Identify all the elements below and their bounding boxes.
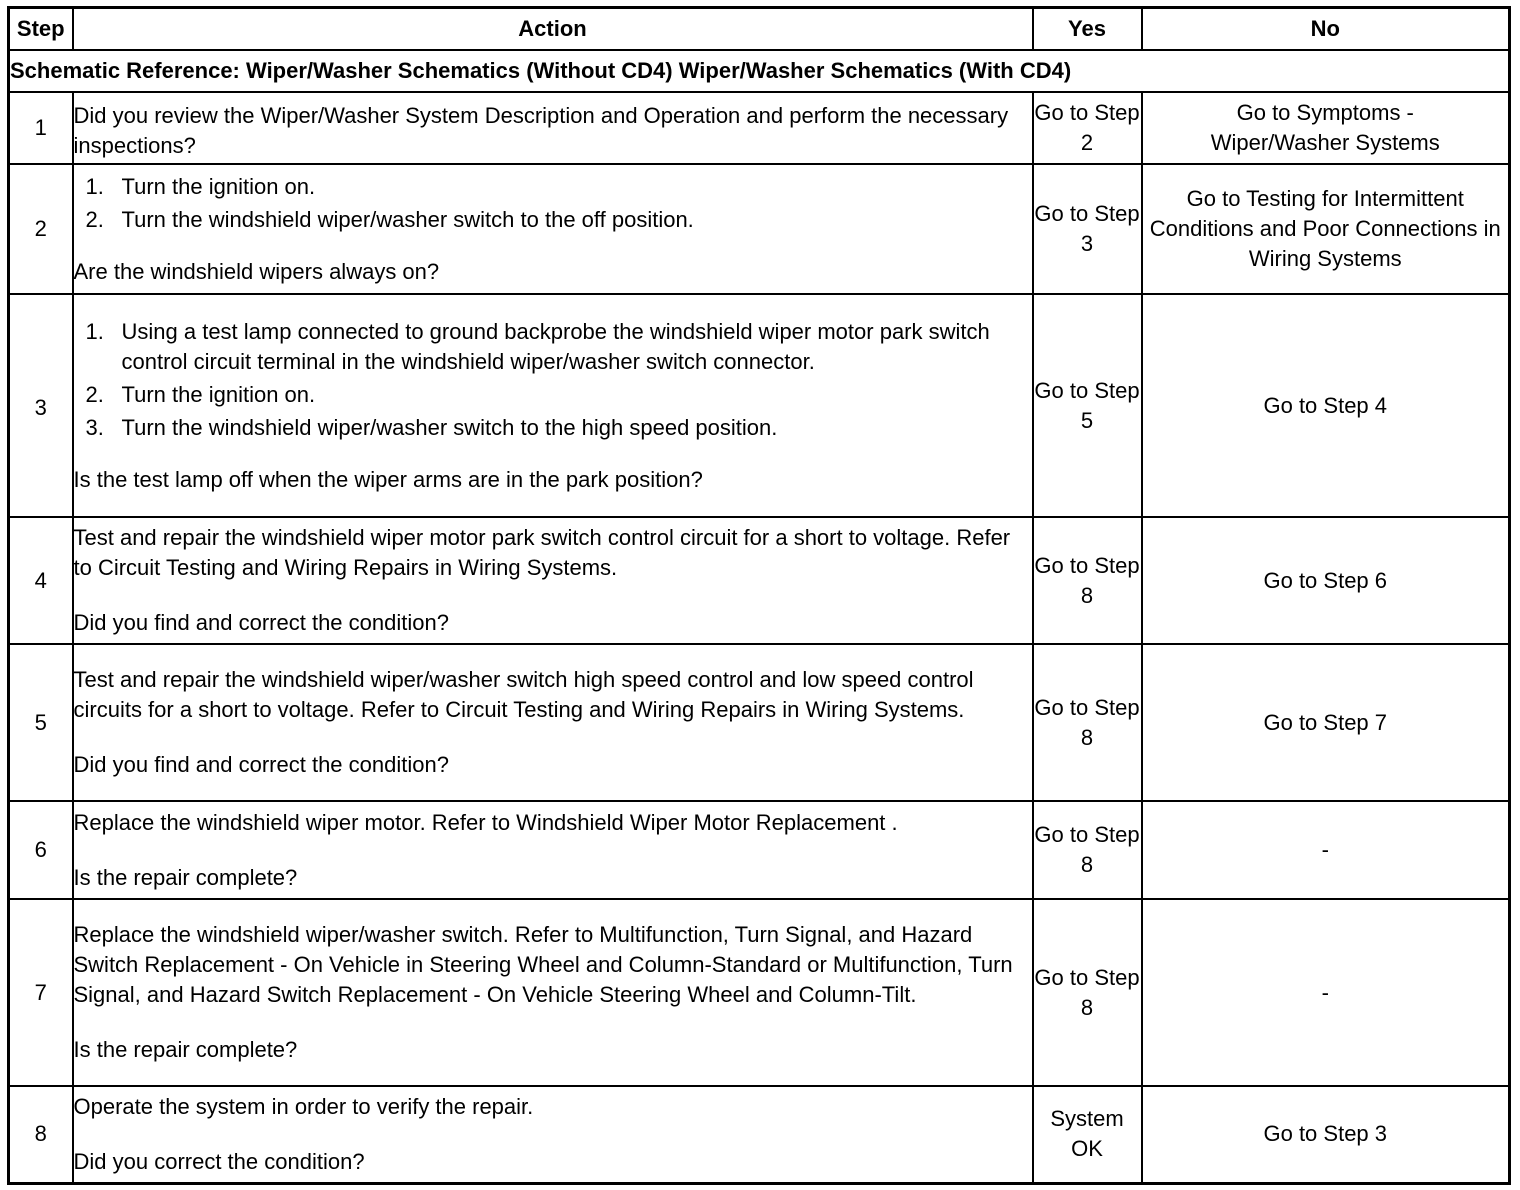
action-steps-list	[74, 172, 1032, 235]
step-number: 1	[9, 92, 73, 164]
action-question: Did you correct the condition?	[73, 1148, 365, 1174]
action-cell	[73, 294, 1033, 517]
table-row	[9, 92, 1510, 164]
action-cell	[73, 517, 1033, 644]
list-item: 1. Using a test lamp connected to ground backprobe the windshield wiper motor park switch control circuit terminal in the windshield wiper/washer switch connector.	[85, 318, 990, 374]
list-item: 2. Turn the windshield wiper/washer switch to the off position.	[85, 206, 694, 232]
action-cell	[73, 801, 1033, 899]
action-text: Operate the system in order to verify the repair.	[73, 1093, 534, 1119]
yes-cell: Go to Step 8	[1033, 644, 1142, 801]
schematic-reference-row	[9, 50, 1510, 92]
table-row	[9, 164, 1510, 294]
table-row	[9, 899, 1510, 1086]
action-cell	[73, 644, 1033, 801]
step-number: 5	[9, 644, 73, 801]
schematic-reference: Schematic Reference: Wiper/Washer Schematics (Without CD4) Wiper/Washer Schematics (With CD4)	[9, 50, 1510, 92]
header-yes: Yes	[1033, 8, 1142, 51]
yes-cell: Go to Step 5	[1033, 294, 1142, 517]
no-cell: Go to Step 7	[1142, 644, 1510, 801]
yes-cell: System OK	[1033, 1086, 1142, 1183]
yes-cell: Go to Step 8	[1033, 517, 1142, 644]
step-number: 4	[9, 517, 73, 644]
diagnostic-table	[7, 6, 1511, 1185]
action-text: Test and repair the windshield wiper/washer switch high speed control and low speed control circuits for a short to voltage. Refer to Circuit Testing and Wiring Repairs in Wiring Systems.	[73, 667, 974, 722]
no-cell: Go to Step 4	[1142, 294, 1510, 517]
step-number: 6	[9, 801, 73, 899]
action-question: Is the repair complete?	[73, 1037, 298, 1062]
no-cell: -	[1142, 801, 1510, 899]
action-steps-list	[74, 317, 1032, 443]
table-row	[9, 1086, 1510, 1183]
table-row	[9, 644, 1510, 801]
header-step: Step	[9, 8, 73, 51]
no-cell: Go to Step 3	[1142, 1086, 1510, 1183]
action-text: Did you review the Wiper/Washer System Description and Operation and perform the necessary inspections?	[73, 102, 1009, 158]
table-row	[9, 801, 1510, 899]
action-cell	[73, 899, 1033, 1086]
step-number: 7	[9, 899, 73, 1086]
yes-cell: Go to Step 8	[1033, 899, 1142, 1086]
action-question: Is the repair complete?	[73, 864, 298, 890]
step-number: 3	[9, 294, 73, 517]
table-row	[9, 517, 1510, 644]
action-question: Are the windshield wipers always on?	[73, 258, 440, 284]
action-question: Did you find and correct the condition?	[73, 752, 449, 777]
list-item: 3. Turn the windshield wiper/washer switch to the high speed position.	[85, 414, 778, 440]
action-cell	[73, 92, 1033, 164]
yes-cell: Go to Step 2	[1033, 92, 1142, 164]
action-question: Is the test lamp off when the wiper arms are in the park position?	[73, 466, 703, 492]
header-row	[9, 8, 1510, 51]
step-number: 8	[9, 1086, 73, 1183]
action-text: Replace the windshield wiper/washer switch. Refer to Multifunction, Turn Signal, and Hazard Switch Replacement - On Vehicle in Steering Wheel and Column-Standard or Multifunction, Turn Signal, and Hazard Switch Replacement - On Vehicle Steering Wheel and Column-Tilt.	[73, 922, 1013, 1007]
list-item: 2. Turn the ignition on.	[85, 381, 316, 407]
header-no: No	[1142, 8, 1510, 51]
no-cell: -	[1142, 899, 1510, 1086]
list-item: 1. Turn the ignition on.	[85, 173, 316, 199]
action-cell	[73, 1086, 1033, 1183]
action-cell	[73, 164, 1033, 294]
action-text: Replace the windshield wiper motor. Refer to Windshield Wiper Motor Replacement .	[73, 809, 898, 835]
step-number: 2	[9, 164, 73, 294]
action-question: Did you find and correct the condition?	[73, 610, 449, 635]
table-row	[9, 294, 1510, 517]
action-text: Test and repair the windshield wiper motor park switch control circuit for a short to voltage. Refer to Circuit Testing and Wiring Repairs in Wiring Systems.	[73, 525, 1011, 580]
header-action: Action	[73, 8, 1033, 51]
no-cell: Go to Step 6	[1142, 517, 1510, 644]
no-cell: Go to Symptoms - Wiper/Washer Systems	[1142, 92, 1510, 164]
no-cell: Go to Testing for Intermittent Conditions and Poor Connections in Wiring Systems	[1142, 164, 1510, 294]
yes-cell: Go to Step 8	[1033, 801, 1142, 899]
yes-cell: Go to Step 3	[1033, 164, 1142, 294]
